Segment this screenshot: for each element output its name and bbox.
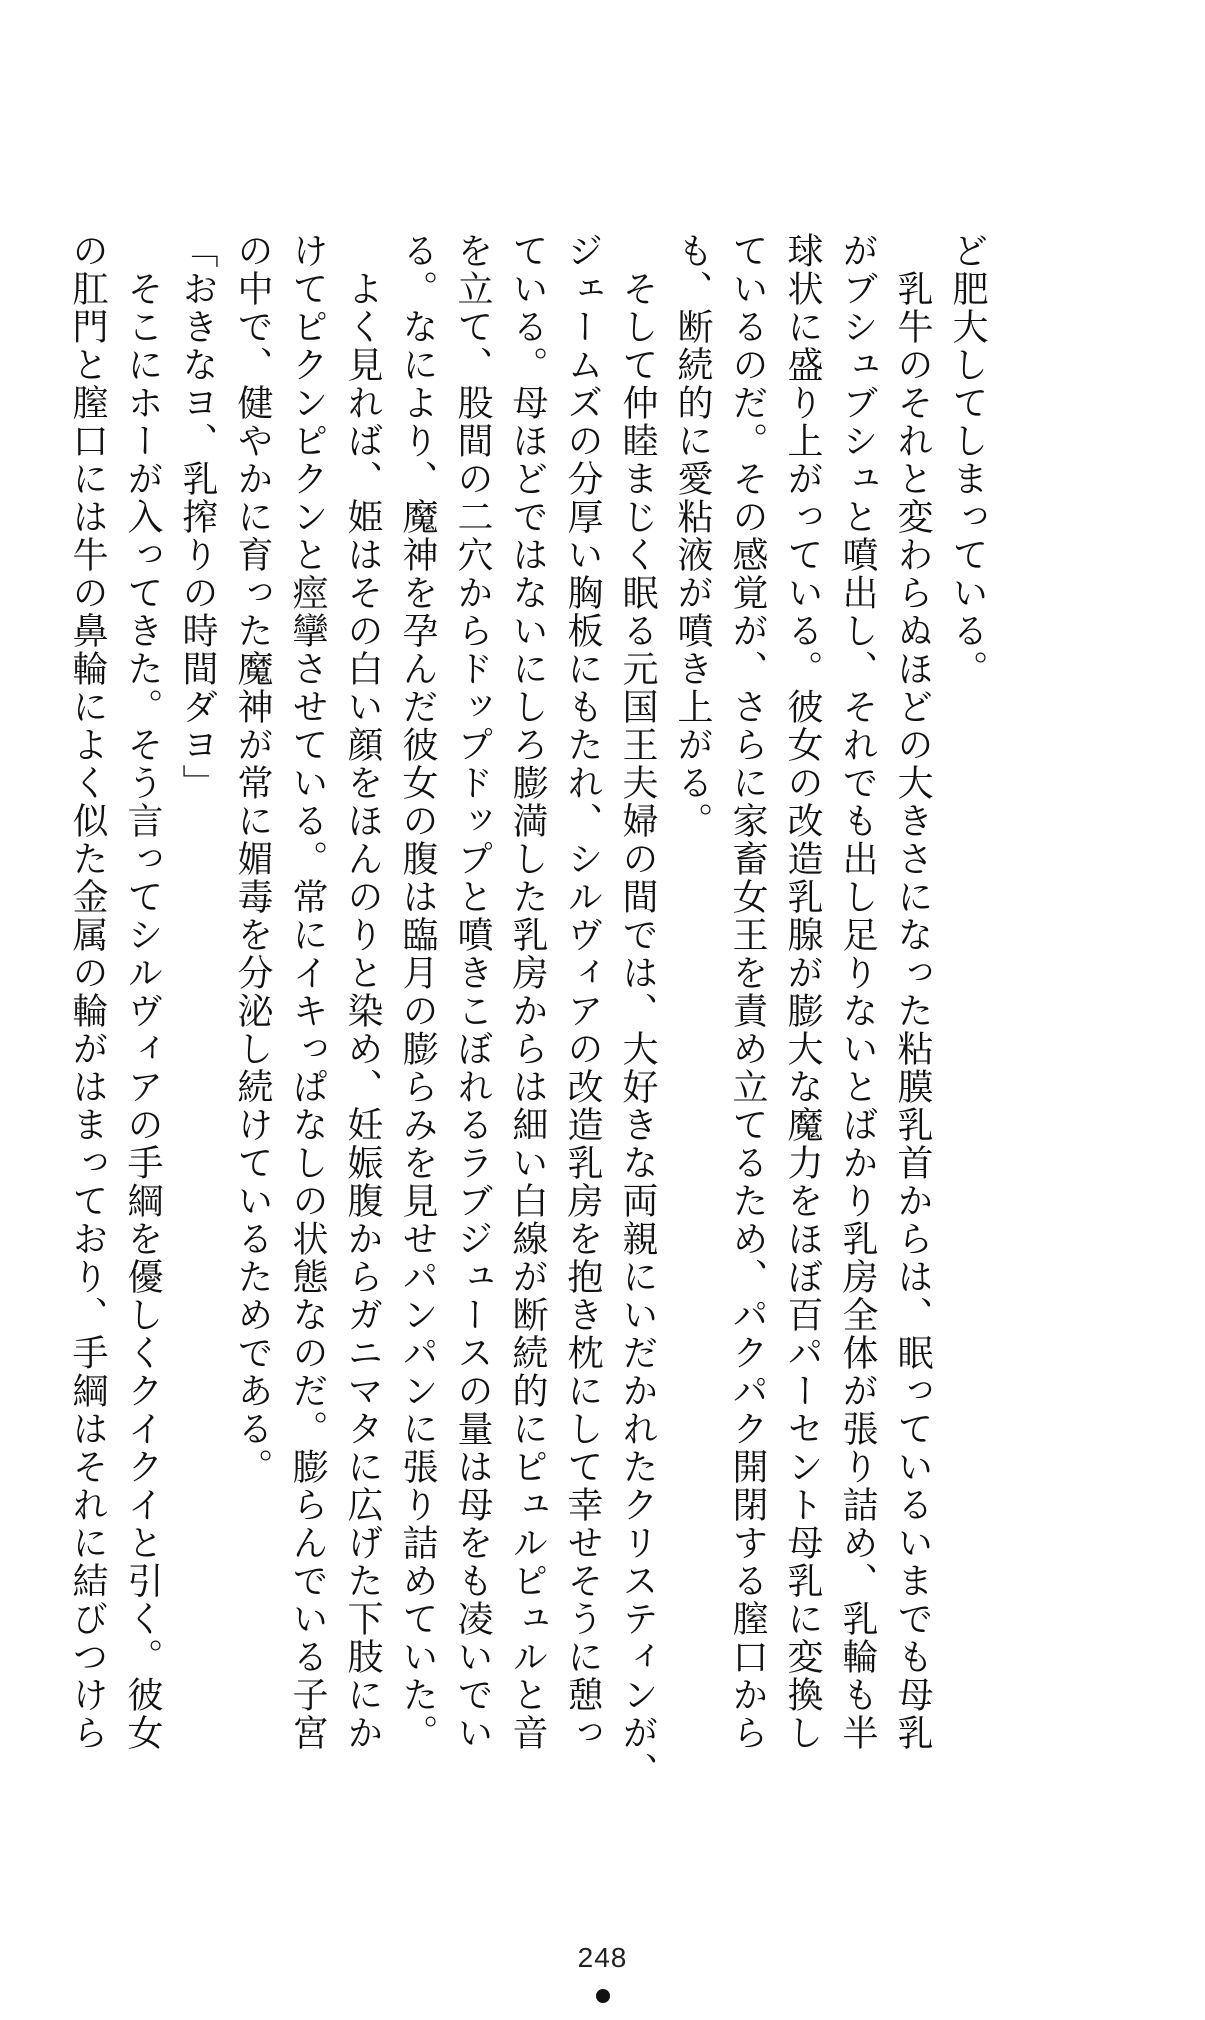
text-line: がブシュブシュと噴出し、それでも出し足りないとばかり乳房全体が張り詰め、乳輪も半 [837, 232, 878, 1752]
text-line: ど肥大してしまっている。 [947, 232, 988, 688]
text-line: の肛門と膣口には牛の鼻輪によく似た金属の輪がはまっており、手綱はそれに結びつけら [67, 232, 108, 1752]
text-line: けてピクンピクンと痙攣させている。常にイキっぱなしの状態なのだ。膨らんでいる子宮 [287, 232, 328, 1752]
text-line: ジェームズの分厚い胸板にもたれ、シルヴィアの改造乳房を抱き枕にして幸せそうに憩っ [562, 232, 603, 1752]
page-marker-dot [596, 1989, 610, 2003]
body-text [60, 232, 995, 1790]
text-line: る。なにより、魔神を孕んだ彼女の腹は臨月の膨らみを見せパンパンに張り詰めていた。 [397, 232, 438, 1752]
text-line: よく見れば、姫はその白い顔をほんのりと染め、妊娠腹からガニマタに広げた下肢にか [342, 232, 383, 1752]
page-number: 248 [577, 1942, 628, 1973]
text-line: そして仲睦まじく眠る元国王夫婦の間では、大好きな両親にいだかれたクリスティンが、 [617, 232, 658, 1790]
text-line: 「おきなヨ、乳搾りの時間ダヨ」 [177, 232, 218, 802]
text-line: 球状に盛り上がっている。彼女の改造乳腺が膨大な魔力をほぼ百パーセント母乳に変換し [782, 232, 823, 1752]
text-line: ている。母ほどではないにしろ膨満した乳房からは細い白線が断続的にピュルピュルと音 [507, 232, 548, 1752]
text-line: 乳牛のそれと変わらぬほどの大きさになった粘膜乳首からは、眠っているいまでも母乳 [892, 232, 933, 1752]
text-line: も、断続的に愛粘液が噴き上がる。 [672, 232, 713, 840]
text-line: の中で、健やかに育った魔神が常に媚毒を分泌し続けているためである。 [232, 232, 273, 1486]
text-line: を立て、股間の二穴からドップドップと噴きこぼれるラブジュースの量は母をも凌いでい [452, 232, 493, 1752]
text-line: そこにホーが入ってきた。そう言ってシルヴィアの手綱を優しくクイクイと引く。彼女 [122, 232, 163, 1752]
text-line: ているのだ。その感覚が、さらに家畜女王を責め立てるため、パクパク開閉する膣口から [727, 232, 768, 1752]
